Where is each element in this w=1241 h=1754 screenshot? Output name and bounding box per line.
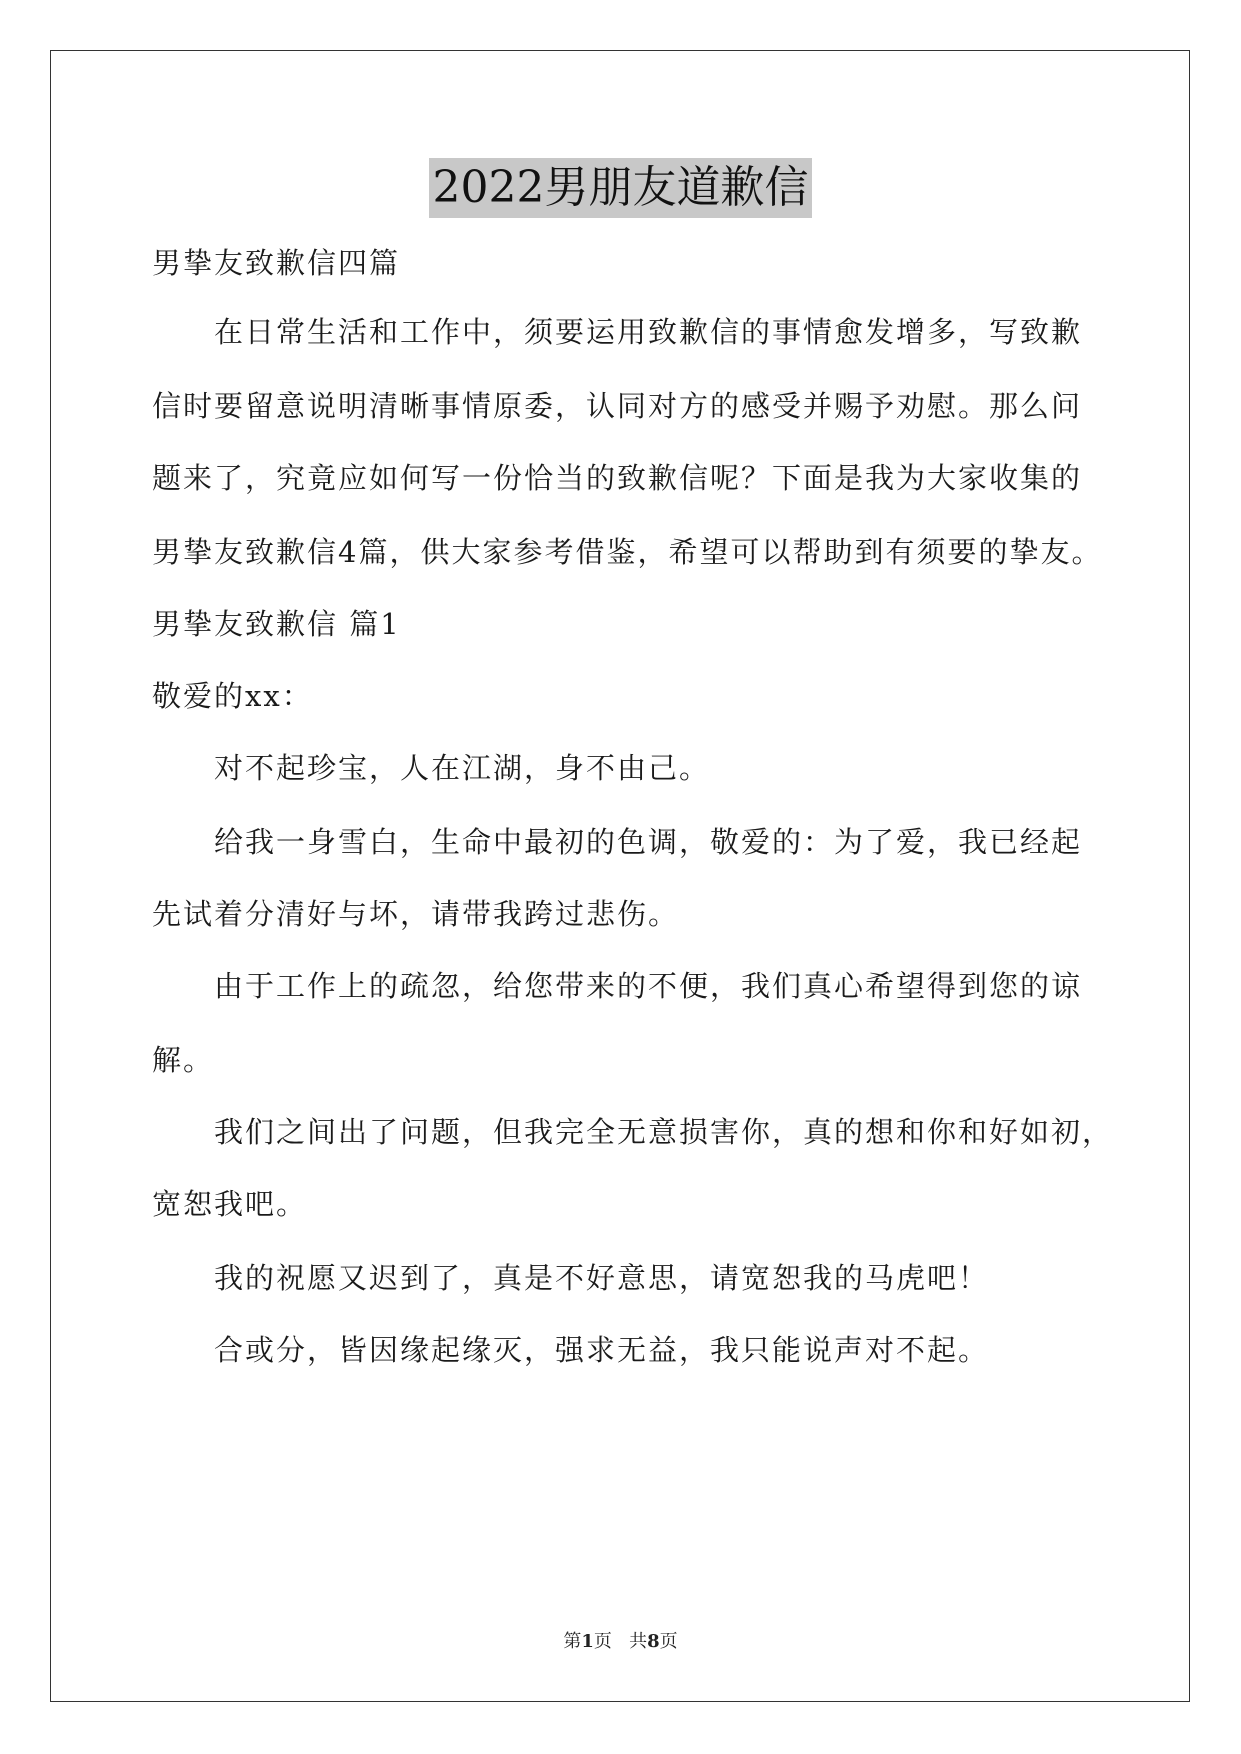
current-page-number: 1 [581,1631,594,1652]
paragraph-line: 合或分，皆因缘起缘灭，强求无益，我只能说声对不起。 [214,1333,990,1367]
paragraph-line: 信时要留意说明清晰事情原委，认同对方的感受并赐予劝慰。那么问 [152,389,1083,423]
section-heading: 男挚友致歉信四篇 [152,246,401,280]
page-suffix: 页 [659,1631,678,1652]
document-title-container [0,158,1241,218]
paragraph-line: 宽恕我吧。 [152,1187,308,1221]
page-mid: 页 共 [593,1631,648,1652]
paragraph-line: 对不起珍宝，人在江湖，身不由己。 [214,751,711,785]
paragraph-line: 在日常生活和工作中，须要运用致歉信的事情愈发增多，写致歉 [214,315,1083,349]
letter-heading: 男挚友致歉信 篇1 [152,607,401,641]
paragraph-line: 我们之间出了问题，但我完全无意损害你，真的想和你和好如初， [214,1115,1114,1149]
document-title: 2022男朋友道歉信 [429,158,813,218]
paragraph-line: 由于工作上的疏忽，给您带来的不便，我们真心希望得到您的谅 [214,969,1083,1003]
page-footer [0,1627,1241,1653]
paragraph-line: 题来了，究竟应如何写一份恰当的致歉信呢？下面是我为大家收集的 [152,461,1083,495]
total-page-number: 8 [647,1631,660,1652]
paragraph-line: 解。 [152,1043,215,1077]
page-prefix: 第 [563,1631,582,1652]
paragraph-line: 我的祝愿又迟到了，真是不好意思，请宽恕我的马虎吧！ [214,1261,990,1295]
page-border [50,50,1190,1702]
paragraph-line: 先试着分清好与坏，请带我跨过悲伤。 [152,897,680,931]
salutation: 敬爱的xx： [152,679,313,713]
paragraph-line: 给我一身雪白，生命中最初的色调，敬爱的：为了爱，我已经起 [214,825,1083,859]
paragraph-line: 男挚友致歉信4篇，供大家参考借鉴，希望可以帮助到有须要的挚友。 [152,535,1103,569]
